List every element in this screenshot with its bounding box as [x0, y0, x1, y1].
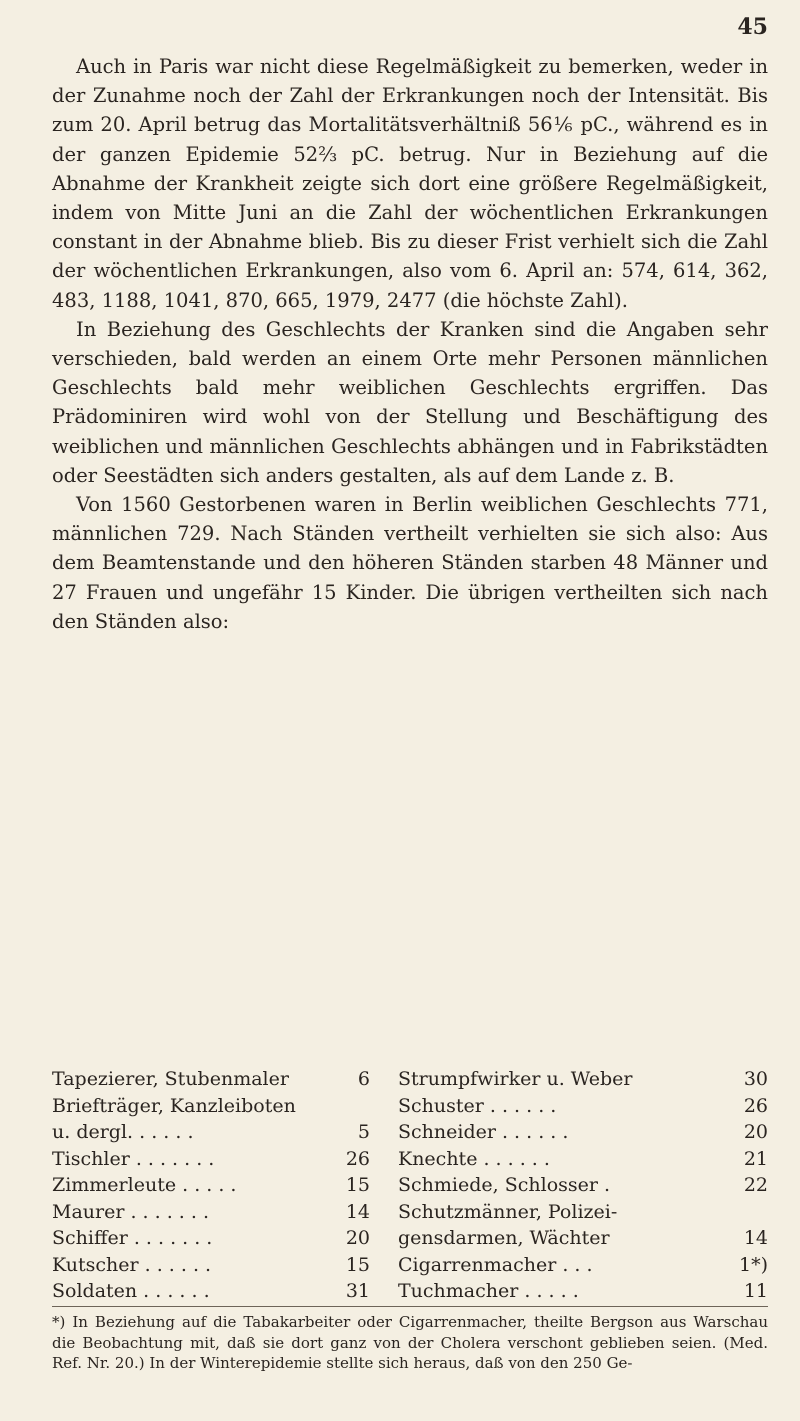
occupation-count: 26 — [743, 1094, 768, 1117]
footnote-divider — [52, 1306, 768, 1307]
occupation-name: Zimmerleute . . . . . — [52, 1174, 237, 1196]
occupation-name: Strumpfwirker u. Weber — [398, 1068, 633, 1090]
occupation-name: Soldaten . . . . . . — [52, 1280, 210, 1302]
occupation-count: 11 — [743, 1280, 768, 1302]
occupation-row — [398, 1225, 768, 1252]
occupation-count — [364, 1093, 370, 1120]
occupation-row — [398, 1146, 768, 1173]
occupation-count: 15 — [345, 1174, 370, 1196]
occupation-name: Schmiede, Schlosser . — [398, 1174, 611, 1196]
occupation-column-left — [52, 1066, 370, 1305]
paragraph-gender: In Beziehung des Geschlechts der Kranken sind die Angaben sehr verschieden, bald werden an einem Orte mehr Personen männlichen Geschlechts bald mehr weiblichen Geschlechts ergriffen. Das Prädominiren wird wohl von der Stellung und Beschäftigung des weiblichen und männlichen Geschlechts abhängen und in Fabrikstädten oder Seestädten sich anders gestalten, als auf dem Lande z. B. — [52, 317, 768, 487]
page-number: 45 — [737, 14, 768, 40]
occupation-row — [52, 1119, 370, 1146]
occupation-row — [398, 1199, 768, 1226]
occupation-name: Tischler . . . . . . . — [52, 1147, 215, 1170]
occupation-row — [52, 1146, 370, 1173]
occupation-name: u. dergl. . . . . . — [52, 1121, 194, 1143]
occupation-row — [52, 1093, 370, 1120]
paragraph-paris: Auch in Paris war nicht diese Regelmäßigkeit zu bemerken, weder in der Zunahme noch der Zahl der Erkrankungen noch der Intensität. Bis zum 20. April betrug das Mortalitätsverhältniß 56⅙ pC., während es in der ganzen Epidemie 52⅔ pC. betrug. Nur in Beziehung auf die Abnahme der Krankheit zeigte sich dort eine größere Regelmäßigkeit, indem von Mitte Juni an die Zahl der wöchentlichen Erkrankungen constant in der Abnahme blieb. Bis zu dieser Frist verhielt sich die Zahl der wöchentlichen Erkrankungen, also vom 6. April an: 574, 614, 362, 483, 1188, 1041, 870, 665, 1979, 2477 (die höchste Zahl). — [52, 55, 768, 312]
occupation-name: Cigarrenmacher . . . — [398, 1253, 593, 1276]
occupation-row — [398, 1252, 768, 1279]
occupation-row — [398, 1119, 768, 1146]
occupation-name: gensdarmen, Wächter — [398, 1227, 610, 1249]
occupation-row — [398, 1172, 768, 1199]
occupation-row — [52, 1278, 370, 1305]
occupation-name: Tapezierer, Stubenmaler — [52, 1068, 289, 1090]
occupation-row — [52, 1066, 370, 1093]
occupation-count: 21 — [743, 1147, 768, 1170]
occupation-row — [52, 1199, 370, 1226]
occupation-name: Tuchmacher . . . . . — [398, 1280, 579, 1302]
occupation-name: Maurer . . . . . . . — [52, 1200, 209, 1223]
occupation-count: 14 — [743, 1227, 768, 1249]
occupation-row — [52, 1172, 370, 1199]
occupation-count: 1*) — [738, 1253, 768, 1276]
occupation-table — [52, 1066, 768, 1305]
occupation-count: 20 — [345, 1227, 370, 1249]
occupation-count: 26 — [345, 1147, 370, 1170]
occupation-name: Schuster . . . . . . — [398, 1094, 557, 1117]
occupation-count: 6 — [357, 1068, 370, 1090]
occupation-column-right — [398, 1066, 768, 1305]
occupation-count — [762, 1199, 768, 1226]
occupation-row — [52, 1252, 370, 1279]
occupation-row — [398, 1066, 768, 1093]
occupation-row — [398, 1278, 768, 1305]
paragraph-berlin: Von 1560 Gestorbenen waren in Berlin weiblichen Geschlechts 771, männlichen 729. Nach Ständen vertheilt verhielten sie sich also: Aus dem Beamtenstande und den höheren Ständen starben 48 Männer und 27 Frauen und ungefähr 15 Kinder. Die übrigen vertheilten sich nach den Ständen also: — [52, 493, 768, 633]
occupation-count: 15 — [345, 1253, 370, 1276]
occupation-count: 22 — [743, 1174, 768, 1196]
body-text — [52, 52, 768, 636]
occupation-name: Schiffer . . . . . . . — [52, 1227, 213, 1249]
occupation-count: 30 — [743, 1068, 768, 1090]
occupation-count: 20 — [743, 1121, 768, 1143]
footnote: *) In Beziehung auf die Tabakarbeiter oder Cigarrenmacher, theilte Bergson aus Warschau die Beobachtung mit, daß sie dort ganz von der Cholera verschont geblieben seien. (Med. Ref. Nr. 20.) In der Winterepidemie stellte sich heraus, daß von den 250 Ge- — [52, 1313, 768, 1372]
occupation-name: Knechte . . . . . . — [398, 1147, 550, 1170]
occupation-count: 14 — [345, 1200, 370, 1223]
occupation-row — [398, 1093, 768, 1120]
occupation-name: Schneider . . . . . . — [398, 1121, 569, 1143]
occupation-name: Kutscher . . . . . . — [52, 1253, 212, 1276]
occupation-count: 31 — [345, 1280, 370, 1302]
occupation-row — [52, 1225, 370, 1252]
occupation-name: Briefträger, Kanzleiboten — [52, 1094, 296, 1117]
occupation-name: Schutzmänner, Polizei- — [398, 1200, 618, 1223]
occupation-count: 5 — [357, 1121, 370, 1143]
